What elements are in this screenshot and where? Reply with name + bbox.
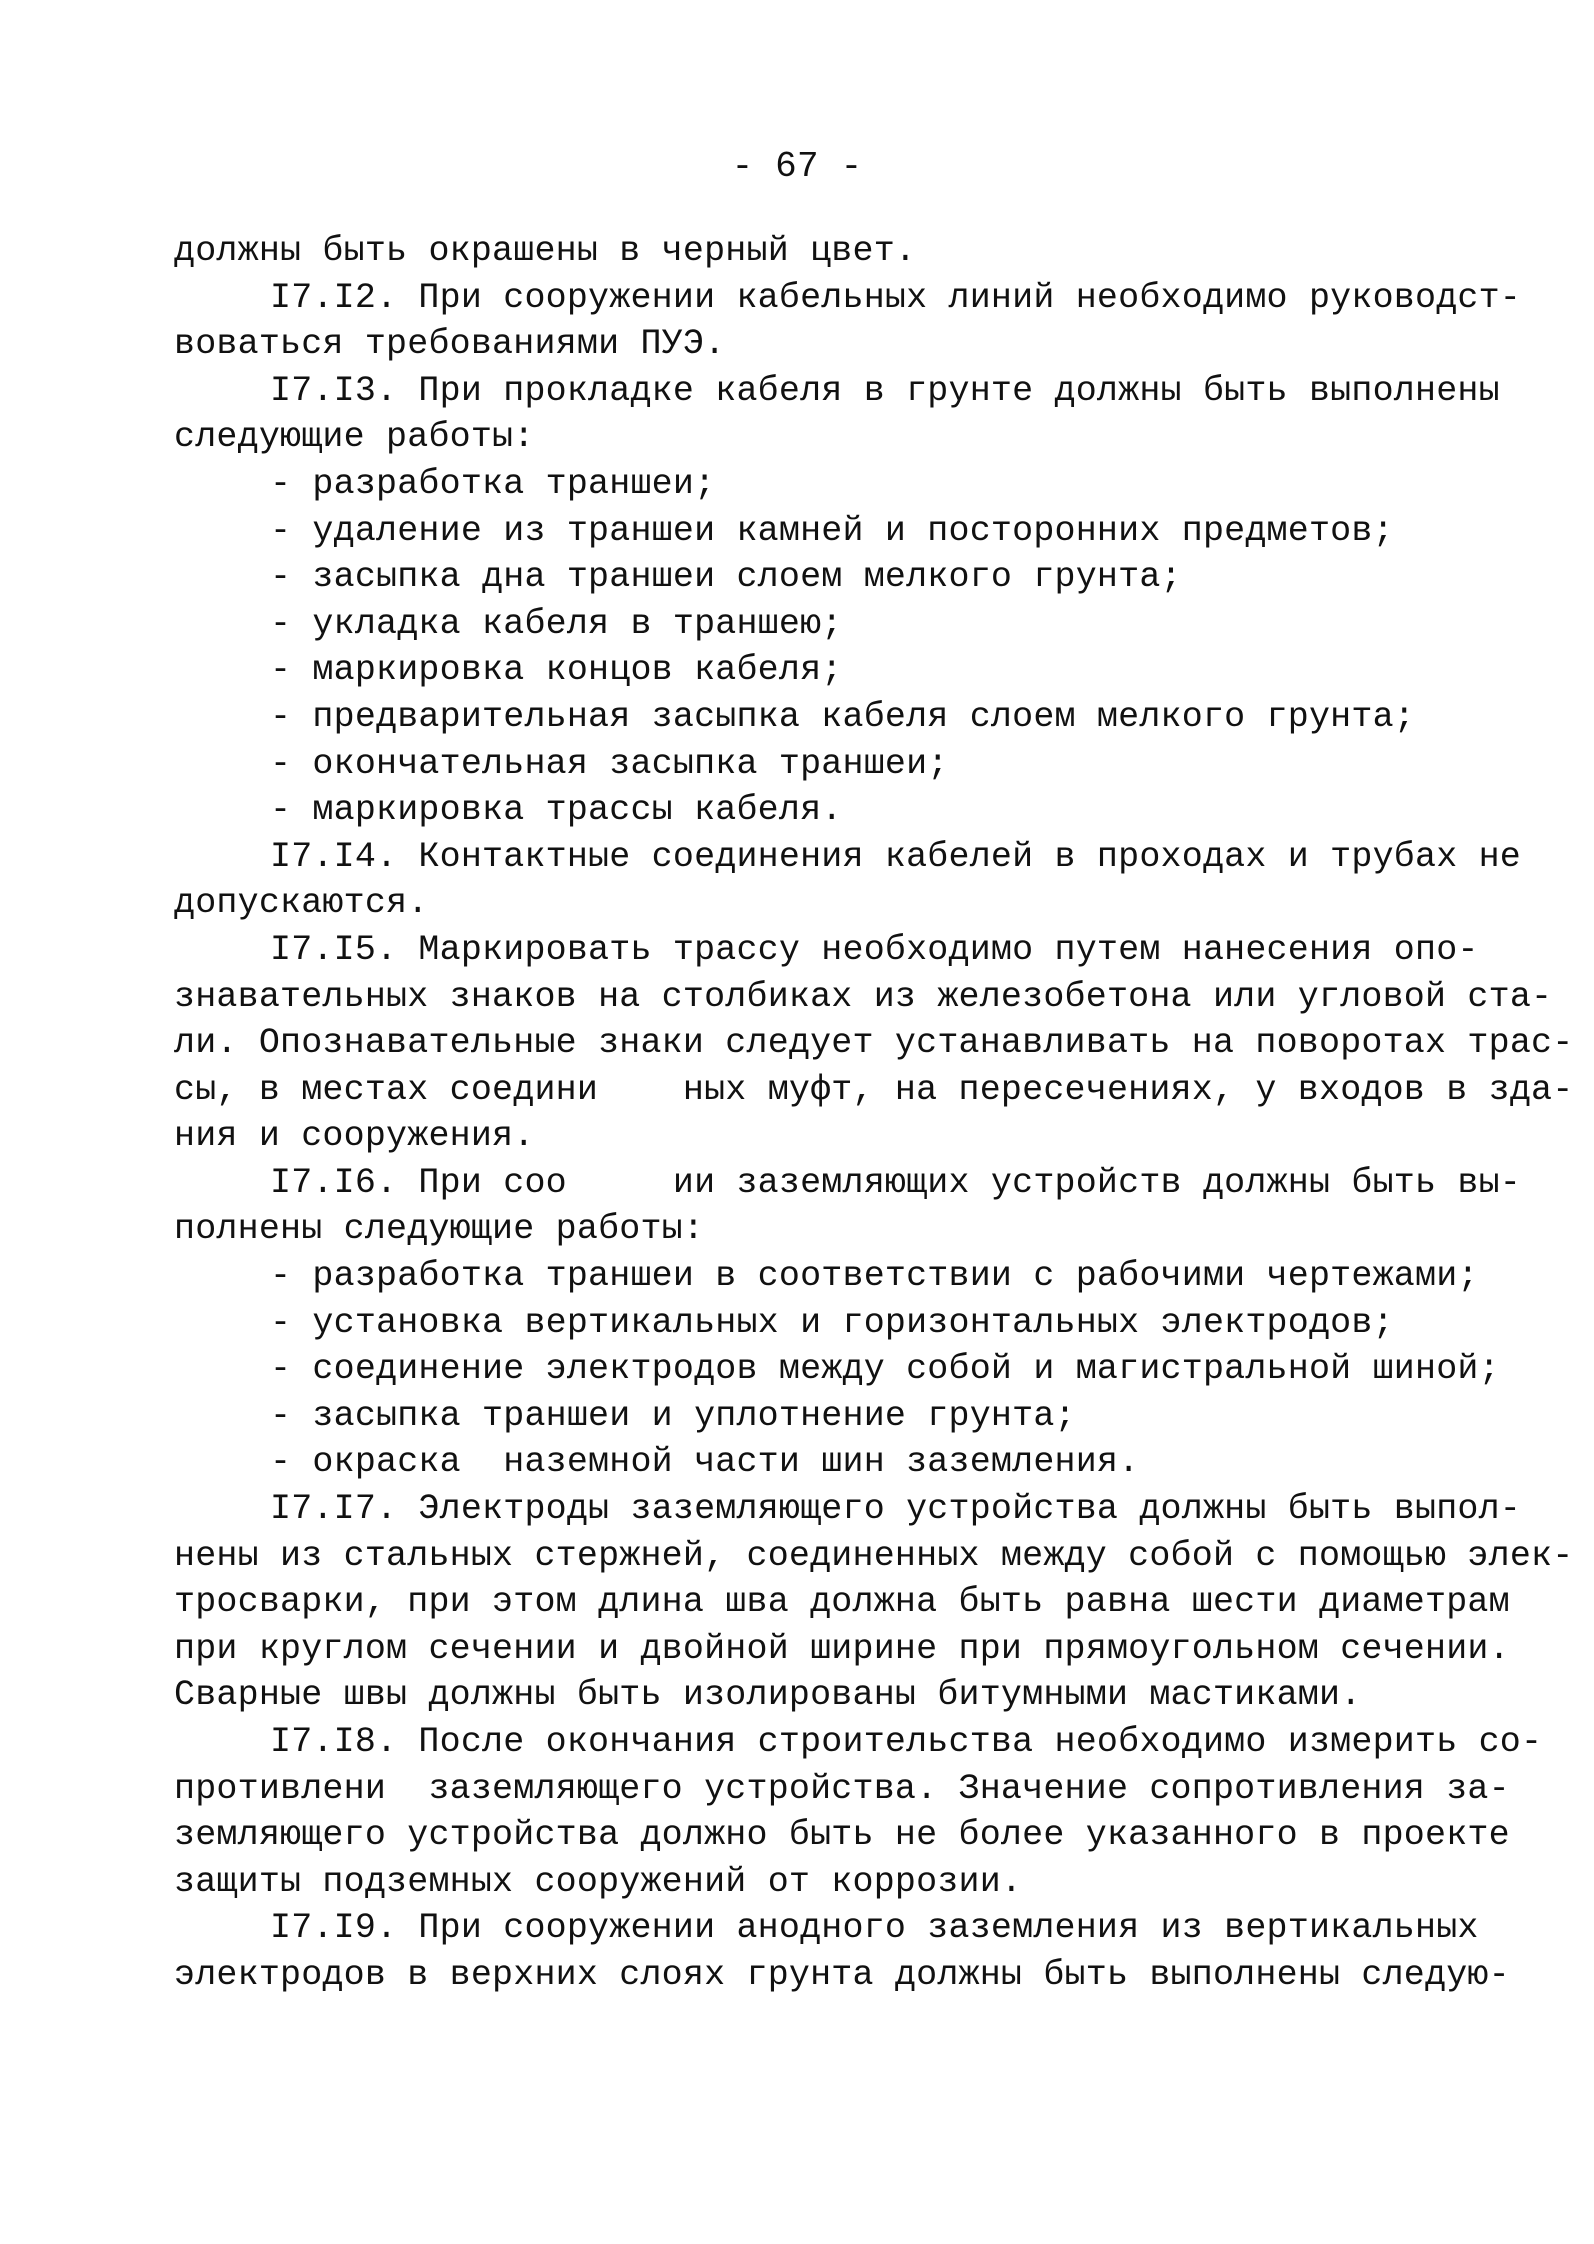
list-item: - засыпка дна траншеи слоем мелкого грунта; — [270, 557, 1182, 598]
list-item: - предварительная засыпка кабеля слоем мелкого грунта; — [270, 696, 1415, 737]
text-line: Сварные швы должны быть изолированы битумными мастиками. — [174, 1675, 1362, 1716]
text-line: ния и сооружения. — [174, 1116, 535, 1157]
text-line: знавательных знаков на столбиках из железобетона или угловой ста- — [174, 976, 1553, 1017]
text-line: следующие работы: — [174, 417, 535, 458]
list-item: - маркировка трассы кабеля. — [270, 790, 843, 831]
text-line: воваться требованиями ПУЭ. — [174, 324, 726, 365]
text-line: сы, в местах соедини ных муфт, на пересечениях, у входов в зда- — [174, 1069, 1574, 1110]
text-line: электродов в верхних слоях грунта должны быть выполнены следую- — [174, 1954, 1510, 1995]
paragraph-start-line: I7.I4. Контактные соединения кабелей в проходах и трубах не — [270, 836, 1522, 877]
list-item: - маркировка концов кабеля; — [270, 650, 843, 691]
text-line: допускаются. — [174, 883, 429, 924]
text-line: защиты подземных сооружений от коррозии. — [174, 1861, 1023, 1902]
text-line: полнены следующие работы: — [174, 1209, 705, 1250]
text-line: ли. Опознавательные знаки следует устанавливать на поворотах трас- — [174, 1023, 1574, 1064]
list-item: - окончательная засыпка траншеи; — [270, 743, 949, 784]
text-line: противлени заземляющего устройства. Значение сопротивления за- — [174, 1768, 1510, 1809]
list-item: - разработка траншеи; — [270, 463, 716, 504]
text-line: тросварки, при этом длина шва должна быть равна шести диаметрам — [174, 1582, 1510, 1623]
paragraph-start-line: I7.I7. Электроды заземляющего устройства должны быть выпол- — [270, 1489, 1522, 1530]
list-item: - соединение электродов между собой и магистральной шиной; — [270, 1349, 1500, 1390]
list-item: - засыпка траншеи и уплотнение грунта; — [270, 1395, 1076, 1436]
paragraph-start-line: I7.I8. После окончания строительства необходимо измерить со- — [270, 1722, 1543, 1762]
text-line: земляющего устройства должно быть не более указанного в проекте — [174, 1815, 1510, 1856]
body-text — [174, 228, 1574, 1999]
paragraph-start-line: I7.I3. При прокладке кабеля в грунте должны быть выполнены — [270, 370, 1500, 411]
paragraph-start-line: I7.I2. При сооружении кабельных линий необходимо руководст- — [270, 277, 1522, 318]
list-item: - укладка кабеля в траншею; — [270, 603, 843, 644]
list-item: - окраска наземной части шин заземления. — [270, 1442, 1140, 1483]
page-number: - 67 - — [731, 146, 863, 187]
paragraph-start-line: I7.I5. Маркировать трассу необходимо путем нанесения опо- — [270, 929, 1479, 970]
text-line: должны быть окрашены в черный цвет. — [174, 231, 917, 271]
list-item: - удаление из траншеи камней и посторонних предметов; — [270, 510, 1394, 551]
list-item: - разработка траншеи в соответствии с рабочими чертежами; — [270, 1256, 1479, 1297]
text-line: нены из стальных стержней, соединенных между собой с помощью элек- — [174, 1535, 1574, 1576]
paragraph-start-line: I7.I6. При соо ии заземляющих устройств должны быть вы- — [270, 1162, 1522, 1203]
list-item: - установка вертикальных и горизонтальных электродов; — [270, 1302, 1394, 1343]
paragraph-start-line: I7.I9. При сооружении анодного заземления из вертикальных — [270, 1908, 1479, 1949]
text-line: при круглом сечении и двойной ширине при прямоугольном сечении. — [174, 1628, 1510, 1669]
